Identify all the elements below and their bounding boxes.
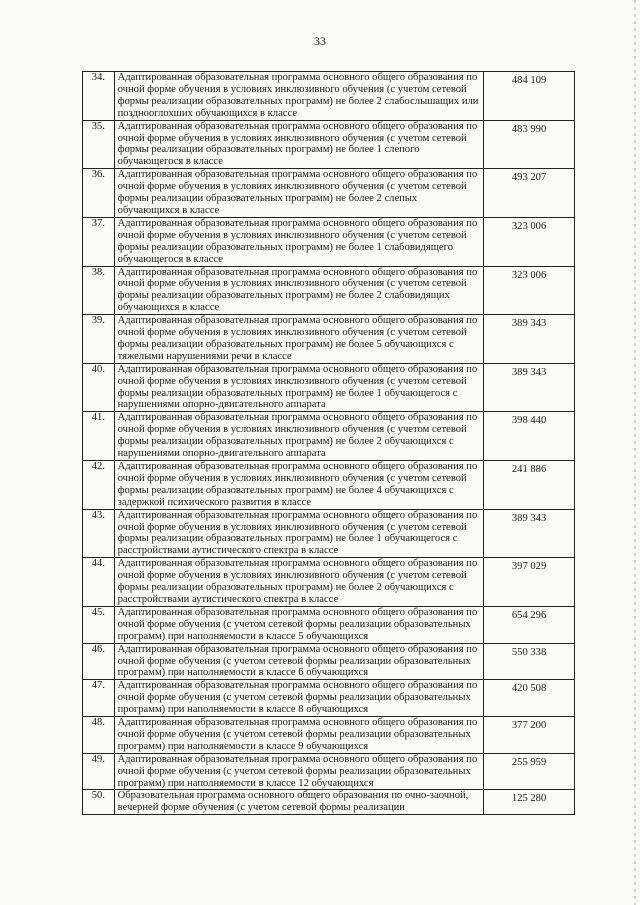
row-value: 241 886 — [484, 461, 575, 510]
row-value: 377 200 — [484, 717, 575, 754]
table-row — [83, 643, 575, 680]
row-number: 48. — [83, 717, 115, 754]
row-description: Адаптированная образовательная программа основного общего образования по очной форме обучения в условиях инклюзивного обучения (с учетом сетевой формы реализации образовательных программ) не более 1 обучающегося с расстройствами аутистического спектра в классе — [114, 509, 484, 558]
row-description: Адаптированная образовательная программа основного общего образования по очной форме обучения (с учетом сетевой формы реализации образовательных программ) при наполняемости в классе 8 обучающихся — [114, 680, 484, 717]
row-value: 493 207 — [484, 169, 575, 218]
table-row — [83, 461, 575, 510]
row-value: 255 959 — [484, 753, 575, 790]
cost-table-body — [83, 72, 575, 815]
row-number: 41. — [83, 412, 115, 461]
row-description: Адаптированная образовательная программа основного общего образования по очной форме обучения в условиях инклюзивного обучения (с учетом сетевой формы реализации образовательных программ) не более 4 обучающихся с задержкой психического развития в классе — [114, 461, 484, 510]
row-value: 389 343 — [484, 363, 575, 412]
row-value: 550 338 — [484, 643, 575, 680]
table-row — [83, 315, 575, 364]
page-number: 33 — [314, 34, 326, 48]
row-value: 389 343 — [484, 509, 575, 558]
row-number: 49. — [83, 753, 115, 790]
table-row — [83, 120, 575, 169]
row-description: Адаптированная образовательная программа основного общего образования по очной форме обучения в условиях инклюзивного обучения (с учетом сетевой формы реализации образовательных программ) не более 2 слабослышащих или позднооглохших обучающихся в классе — [114, 72, 484, 121]
table-row — [83, 790, 575, 815]
row-value: 420 508 — [484, 680, 575, 717]
table-row — [83, 412, 575, 461]
row-description: Адаптированная образовательная программа основного общего образования по очной форме обучения (с учетом сетевой формы реализации образовательных программ) при наполняемости в классе 9 обучающихся — [114, 717, 484, 754]
row-value: 125 280 — [484, 790, 575, 815]
row-number: 40. — [83, 363, 115, 412]
row-description: Адаптированная образовательная программа основного общего образования по очной форме обучения в условиях инклюзивного обучения (с учетом сетевой формы реализации образовательных программ) не более 2 обучающихся с расстройствами аутистического спектра в классе — [114, 558, 484, 607]
table-row — [83, 717, 575, 754]
row-number: 42. — [83, 461, 115, 510]
table-row — [83, 72, 575, 121]
row-description: Адаптированная образовательная программа основного общего образования по очной форме обучения (с учетом сетевой формы реализации образовательных программ) при наполняемости в классе 6 обучающихся — [114, 643, 484, 680]
row-value: 323 006 — [484, 217, 575, 266]
row-value: 323 006 — [484, 266, 575, 315]
row-number: 50. — [83, 790, 115, 815]
row-description: Адаптированная образовательная программа основного общего образования по очной форме обучения в условиях инклюзивного обучения (с учетом сетевой формы реализации образовательных программ) не более 1 слепого обучающегося в классе — [114, 120, 484, 169]
row-description: Адаптированная образовательная программа основного общего образования по очной форме обучения в условиях инклюзивного обучения (с учетом сетевой формы реализации образовательных программ) не более 5 обучающихся с тяжелыми нарушениями речи в классе — [114, 315, 484, 364]
table-row — [83, 509, 575, 558]
table-row — [83, 753, 575, 790]
table-row — [83, 266, 575, 315]
row-value: 389 343 — [484, 315, 575, 364]
row-number: 43. — [83, 509, 115, 558]
row-description: Образовательная программа основного общего образования по очно-заочной, вечерней форме обучения (с учетом сетевой формы реализации — [114, 790, 484, 815]
table-row — [83, 680, 575, 717]
table-row — [83, 217, 575, 266]
row-description: Адаптированная образовательная программа основного общего образования по очной форме обучения в условиях инклюзивного обучения (с учетом сетевой формы реализации образовательных программ) не более 2 обучающихся с нарушениями опорно-двигательного аппарата — [114, 412, 484, 461]
row-number: 35. — [83, 120, 115, 169]
table-row — [83, 558, 575, 607]
row-number: 39. — [83, 315, 115, 364]
table-row — [83, 606, 575, 643]
row-number: 44. — [83, 558, 115, 607]
row-description: Адаптированная образовательная программа основного общего образования по очной форме обучения в условиях инклюзивного обучения (с учетом сетевой формы реализации образовательных программ) не более 1 обучающегося с нарушениями опорно-двигательного аппарата — [114, 363, 484, 412]
row-number: 46. — [83, 643, 115, 680]
row-number: 36. — [83, 169, 115, 218]
row-value: 654 296 — [484, 606, 575, 643]
row-description: Адаптированная образовательная программа основного общего образования по очной форме обучения (с учетом сетевой формы реализации образовательных программ) при наполняемости в классе 5 обучающихся — [114, 606, 484, 643]
row-number: 37. — [83, 217, 115, 266]
row-number: 47. — [83, 680, 115, 717]
row-number: 34. — [83, 72, 115, 121]
cost-table — [82, 71, 575, 815]
row-description: Адаптированная образовательная программа основного общего образования по очной форме обучения в условиях инклюзивного обучения (с учетом сетевой формы реализации образовательных программ) не более 1 слабовидящего обучающегося в классе — [114, 217, 484, 266]
row-value: 484 109 — [484, 72, 575, 121]
row-value: 397 029 — [484, 558, 575, 607]
table-row — [83, 363, 575, 412]
row-value: 483 990 — [484, 120, 575, 169]
scan-edge-mark — [634, 0, 636, 905]
row-number: 45. — [83, 606, 115, 643]
row-description: Адаптированная образовательная программа основного общего образования по очной форме обучения в условиях инклюзивного обучения (с учетом сетевой формы реализации образовательных программ) не более 2 слепых обучающихся в классе — [114, 169, 484, 218]
table-row — [83, 169, 575, 218]
row-description: Адаптированная образовательная программа основного общего образования по очной форме обучения в условиях инклюзивного обучения (с учетом сетевой формы реализации образовательных программ) не более 2 слабовидящих обучающихся в классе — [114, 266, 484, 315]
row-description: Адаптированная образовательная программа основного общего образования по очной форме обучения (с учетом сетевой формы реализации образовательных программ) при наполняемости в классе 12 обучающихся — [114, 753, 484, 790]
row-number: 38. — [83, 266, 115, 315]
row-value: 398 440 — [484, 412, 575, 461]
